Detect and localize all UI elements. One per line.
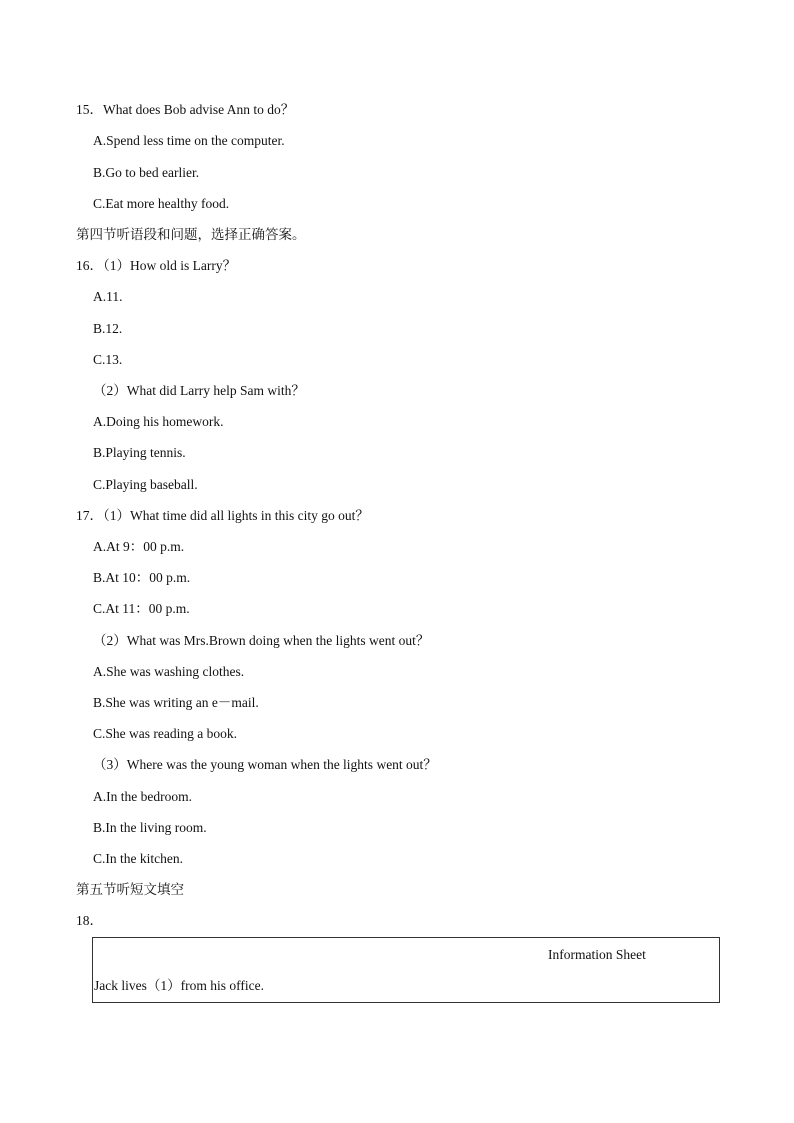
q17-1-option-a: A.At 9：00 p.m. [93,539,185,554]
q17-1-option-b: B.At 10：00 p.m. [93,570,191,585]
question-16-part-1: 16．（1）How old is Larry？ [76,258,237,273]
question-17-part-1: 17．（1）What time did all lights in this city go out？ [76,508,369,523]
q16-2-option-a: A.Doing his homework. [93,414,224,429]
question-17-part-3: （3）Where was the young woman when the lights went out？ [93,757,437,772]
section-4-heading: 第四节听语段和问题，选择正确答案。 [76,227,306,243]
q17-3-option-b: B.In the living room. [93,820,207,835]
q15-option-a: A.Spend less time on the computer. [93,133,285,148]
section-5-heading: 第五节听短文填空 [76,882,184,898]
q16-2-option-b: B.Playing tennis. [93,445,186,460]
q16-1-option-b: B.12. [93,321,123,336]
question-16-part-2: （2）What did Larry help Sam with？ [93,383,305,398]
q15-option-b: B.Go to bed earlier. [93,165,200,180]
q17-3-option-c: C.In the kitchen. [93,851,183,866]
question-15: 15．What does Bob advise Ann to do？ [76,102,295,117]
q15-option-c: C.Eat more healthy food. [93,196,230,211]
q17-2-option-a: A.She was washing clothes. [93,664,245,679]
q16-1-option-c: C.13. [93,352,123,367]
question-18-number: 18． [76,913,103,928]
q16-2-option-c: C.Playing baseball. [93,477,198,492]
q17-1-option-c: C.At 11：00 p.m. [93,601,190,616]
information-sheet-row-1: Jack lives（1）from his office. [94,978,264,993]
information-sheet-title: Information Sheet [548,947,646,962]
q17-2-option-b: B.She was writing an e－mail. [93,695,259,710]
q17-2-option-c: C.She was reading a book. [93,726,237,741]
q17-3-option-a: A.In the bedroom. [93,789,192,804]
q16-1-option-a: A.11. [93,289,123,304]
question-17-part-2: （2）What was Mrs.Brown doing when the lights went out？ [93,633,430,648]
